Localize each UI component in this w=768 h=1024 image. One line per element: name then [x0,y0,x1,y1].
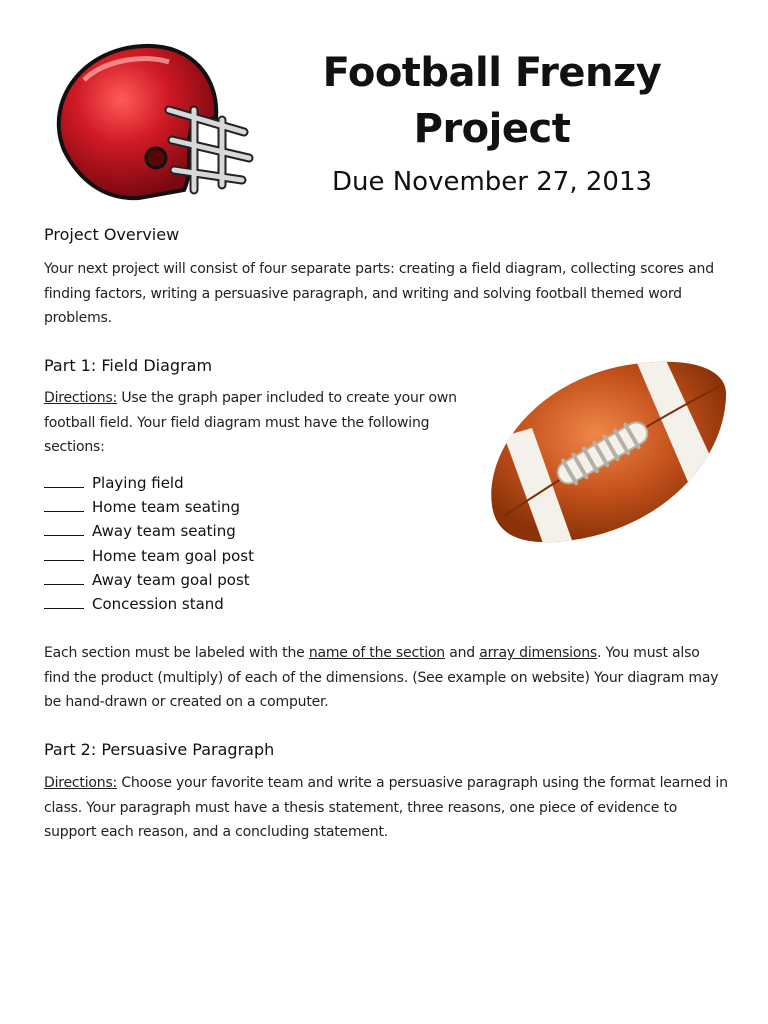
part1-directions-text: Use the graph paper included to create your own football field. Your field diagram must have the following sections: [44,390,457,455]
checklist-item-label: Playing field [92,474,184,492]
labels-and: and [444,645,480,661]
blank-line [44,521,84,536]
labels-intro: Each section must be labeled with the [44,645,309,661]
blank-line [44,497,84,512]
part1-directions [44,386,484,460]
labels-rest: . You must also find the product (multiply) of each of the dimensions. (See example on website) Your diagram may be hand-drawn or created on a computer. [44,645,719,710]
part1-labeling-instructions [44,641,728,715]
checklist-item-label: Away team goal post [92,570,250,589]
part2-directions-text: Choose your favorite team and write a persuasive paragraph using the format learned in class. Your paragraph must have a thesis statement, three reasons, one piece of evidence to support each reason, and a concluding statement. [44,775,728,840]
checklist-item-label: Concession stand [92,595,224,614]
part2-directions [44,771,728,845]
checklist-item [44,568,254,592]
checklist-item-label: Home team seating [92,498,241,517]
checklist-item-label: Away team seating [92,522,236,541]
blank-line [44,594,84,609]
football-illustration [484,356,730,546]
blank-line [44,570,84,585]
title-line-2: Project [413,106,571,152]
checklist-item-label: Home team goal post [92,546,254,565]
checklist-item [44,471,254,495]
title-line-1: Football Frenzy [322,50,662,96]
array-dimensions-underlined: array dimensions [479,645,597,661]
football-helmet-illustration [44,40,256,202]
checklist-item [44,519,254,543]
part1-directions-label: Directions: [44,390,118,406]
part2-directions-label: Directions: [44,775,118,791]
field-sections-checklist [44,471,254,616]
checklist-item [44,544,254,568]
part2-heading: Part 2: Persuasive Paragraph [44,740,275,759]
blank-line [44,546,84,561]
name-of-section-underlined: name of the section [308,645,445,661]
part1-heading: Part 1: Field Diagram [44,356,213,375]
checklist-item [44,592,254,616]
project-overview-text: Your next project will consist of four separate parts: creating a field diagram, collecting scores and finding factors, writing a persuasive paragraph, and writing and solving football themed word problems. [44,261,714,326]
due-date: Due November 27, 2013 [331,167,653,197]
blank-line [44,473,84,488]
checklist-item [44,495,254,519]
project-overview-heading: Project Overview [44,225,180,244]
